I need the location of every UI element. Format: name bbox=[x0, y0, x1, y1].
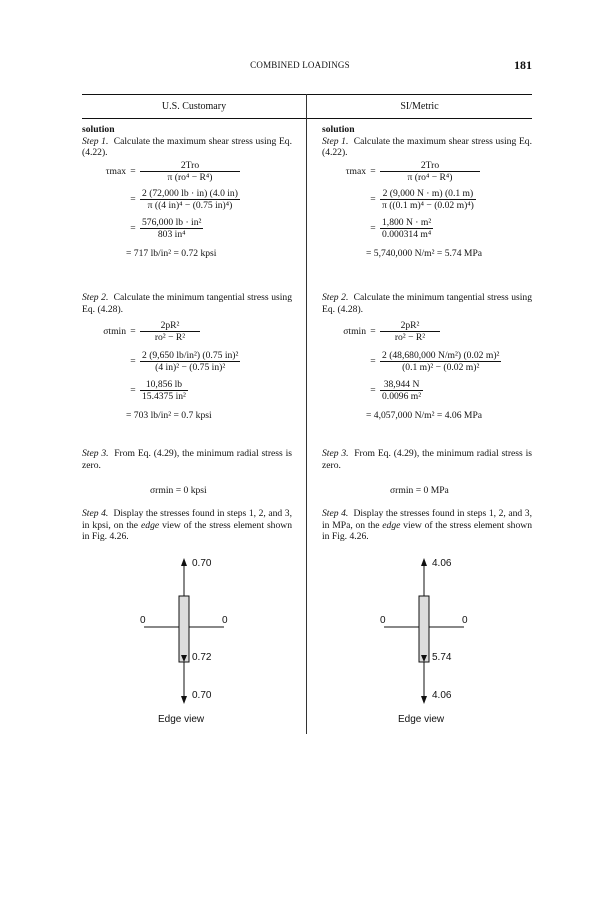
arrow-down-icon bbox=[421, 696, 427, 704]
left-step2-text bbox=[82, 292, 292, 315]
fraction-denominator: ro² − R² bbox=[380, 331, 440, 343]
step-text: From Eq. (4.29), the minimum radial stress is zero. bbox=[322, 448, 532, 471]
shear-result: = 5,740,000 N/m² = 5.74 MPa bbox=[366, 248, 483, 259]
fraction-denominator: ro² − R² bbox=[140, 331, 200, 343]
tau-max-symbol: τmax bbox=[105, 166, 126, 177]
tau-max-symbol: τmax bbox=[345, 166, 366, 177]
bottom-stress-label: 4.06 bbox=[432, 690, 452, 701]
solution-label: solution bbox=[82, 124, 115, 135]
shear-result: = 717 lb/in² = 0.72 kpsi bbox=[126, 248, 217, 259]
fraction-numerator: 38,944 N bbox=[383, 379, 420, 390]
right-step4-text bbox=[322, 508, 532, 543]
fraction-denominator: 0.000314 m⁴ bbox=[380, 228, 433, 240]
top-stress-label: 0.70 bbox=[192, 558, 212, 569]
left-radial-equation: σrmin = 0 kpsi bbox=[150, 485, 207, 496]
step-label: Step 3. bbox=[322, 448, 349, 459]
left-zero-label: 0 bbox=[380, 615, 386, 626]
right-step1-text bbox=[322, 124, 532, 159]
stress-element bbox=[179, 596, 189, 662]
right-step2-text bbox=[322, 292, 532, 315]
fraction-denominator: π (ro⁴ − R⁴) bbox=[380, 171, 480, 183]
bottom-stress-label: 0.70 bbox=[192, 690, 212, 701]
step-text: view of the stress element shown in Fig. 4.26. bbox=[82, 519, 292, 542]
step-text: From Eq. (4.29), the minimum radial stress is zero. bbox=[82, 448, 292, 471]
top-stress-label: 4.06 bbox=[432, 558, 452, 569]
fraction-denominator: (0.1 m)² − (0.02 m)² bbox=[380, 361, 501, 373]
left-step1-text bbox=[82, 124, 292, 159]
step-text: Display the stresses found in steps 1, 2, and 3, in MPa, on the bbox=[322, 508, 532, 531]
tangential-result: = 4,057,000 N/m² = 4.06 MPa bbox=[366, 410, 483, 421]
right-equation-shear: τmax = $\frac{\text{2Tro}}{\text{π (ro⁴ − R⁴)}}$ = $\frac{2 (9,000 N \cdot m) (0.1 m)}{\text{π ((0.1 m)⁴ − (0.02 m)⁴)}}$ = $\frac{\text{1,800 N · m²}}{\text{0.000314 m⁴}}$ = 5,740,000 N/m² = 5.74 MPa bbox=[322, 160, 482, 259]
fraction-numerator: 2pR² bbox=[400, 320, 420, 331]
right-zero-label: 0 bbox=[462, 615, 468, 626]
fraction-denominator: 15.4375 in² bbox=[142, 391, 186, 402]
fraction-denominator: π ((4 in)⁴ − (0.75 in)⁴) bbox=[140, 199, 240, 211]
shear-stress-label: 0.72 bbox=[192, 652, 212, 663]
step-text: Calculate the minimum tangential stress using Eq. (4.28). bbox=[82, 292, 293, 315]
fraction-numerator: 2 (48,680,000 N/m²) (0.02 m)² bbox=[382, 350, 500, 361]
step-label: Step 4. bbox=[322, 508, 349, 519]
step-label: Step 1. bbox=[322, 135, 349, 147]
step-label: Step 1. bbox=[82, 135, 109, 147]
fraction-numerator: 1,800 N · m² bbox=[382, 217, 432, 228]
fraction-denominator: π (ro⁴ − R⁴) bbox=[140, 171, 240, 183]
left-equation-tangential: σtmin = $\frac{\text{2pR²}}{\text{ro² − R²}}$ = $\frac{\text{2 (9,650 lb/in²) (0.75 in)²}}{\text{(4 in)² − (0.75 in)²}}$ = $\frac{10,856 lb}{\text{15.4375 in²}}$ = 703 lb/in² = 0.7 kpsi bbox=[82, 320, 240, 421]
left-step4-text bbox=[82, 508, 292, 543]
step-text: Calculate the maximum shear stress using Eq. (4.22). bbox=[322, 135, 532, 158]
arrow-up-icon bbox=[421, 558, 427, 566]
step-label: Step 4. bbox=[82, 508, 109, 519]
fraction-denominator: (4 in)² − (0.75 in)² bbox=[140, 361, 240, 373]
step-text: Display the stresses found in steps 1, 2, and 3, in kpsi, on the bbox=[82, 508, 292, 531]
running-header-title: COMBINED LOADINGS bbox=[250, 60, 350, 70]
page-number: 181 bbox=[514, 58, 532, 72]
step-text: Calculate the minimum tangential stress using Eq. (4.28). bbox=[322, 292, 533, 315]
figure-caption: Edge view bbox=[398, 714, 445, 725]
arrow-up-icon bbox=[181, 558, 187, 566]
right-edge-view-diagram bbox=[340, 552, 540, 732]
fraction-numerator: 10,856 lb bbox=[145, 379, 183, 390]
fraction-numerator: 2pR² bbox=[160, 320, 180, 331]
fraction-numerator: 2Tro bbox=[420, 160, 440, 171]
stress-element bbox=[419, 596, 429, 662]
step-text: Calculate the maximum shear stress using Eq. (4.22). bbox=[82, 135, 292, 158]
top-rule bbox=[82, 94, 532, 95]
step-text: view of the stress element shown in Fig. 4.26. bbox=[322, 519, 532, 542]
right-radial-equation: σrmin = 0 MPa bbox=[390, 485, 449, 496]
column-divider bbox=[306, 94, 307, 734]
fraction-numerator: 2 (9,000 N · m) (0.1 m) bbox=[382, 188, 474, 199]
fraction-denominator: 803 in⁴ bbox=[140, 228, 203, 240]
fraction-numerator: 2 (72,000 lb · in) (4.0 in) bbox=[142, 188, 238, 199]
right-step3-text bbox=[322, 448, 532, 471]
sigma-t-min-symbol: σtmin bbox=[103, 326, 126, 337]
step-label: Step 2. bbox=[322, 292, 349, 303]
figure-caption: Edge view bbox=[158, 714, 205, 725]
arrow-down-icon bbox=[181, 696, 187, 704]
right-equation-tangential: σtmin = $\frac{\text{2pR²}}{\text{ro² − R²}}$ = $\frac{\text{2 (48,680,000 N/m²) (0.02 m)²}}{\text{(0.1 m)² − (0.02 m)²}}$ = $\frac{38,944 N}{\text{0.0096 m²}}$ = 4,057,000 N/m² = 4.06 MPa bbox=[322, 320, 501, 421]
step-text-emphasis: edge bbox=[382, 519, 401, 531]
sigma-t-min-symbol: σtmin bbox=[343, 326, 366, 337]
shear-stress-label: 5.74 bbox=[432, 652, 452, 663]
left-edge-view-diagram bbox=[100, 552, 300, 732]
fraction-numerator: 576,000 lb · in² bbox=[142, 217, 202, 228]
right-zero-label: 0 bbox=[222, 615, 228, 626]
fraction-denominator: π ((0.1 m)⁴ − (0.02 m)⁴) bbox=[382, 200, 474, 211]
fraction-numerator: 2Tro bbox=[180, 160, 200, 171]
header-rule bbox=[82, 118, 532, 119]
column-heading-si: SI/Metric bbox=[400, 101, 439, 112]
left-zero-label: 0 bbox=[140, 615, 146, 626]
tangential-result: = 703 lb/in² = 0.7 kpsi bbox=[126, 410, 212, 421]
left-equation-shear: τmax = $\frac{\text{2Tro}}{\text{π (ro⁴ − R⁴)}}$ = $\frac{2 (72,000 lb \cdot in) (4.0 in)}{\text{π ((4 in)⁴ − (0.75 in)⁴)}}$ = $\frac{\text{576,000 lb · in²}}{\text{803 in⁴}}$ = 717 lb/in² = 0.72 kpsi bbox=[82, 160, 240, 259]
column-heading-us: U.S. Customary bbox=[161, 101, 227, 112]
step-text-emphasis: edge bbox=[141, 519, 160, 531]
step-label: Step 3. bbox=[82, 448, 109, 459]
fraction-denominator: 0.0096 m² bbox=[382, 391, 422, 402]
step-label: Step 2. bbox=[82, 292, 109, 303]
left-step3-text bbox=[82, 448, 292, 471]
fraction-numerator: 2 (9,650 lb/in²) (0.75 in)² bbox=[142, 350, 239, 361]
solution-label: solution bbox=[322, 124, 355, 135]
